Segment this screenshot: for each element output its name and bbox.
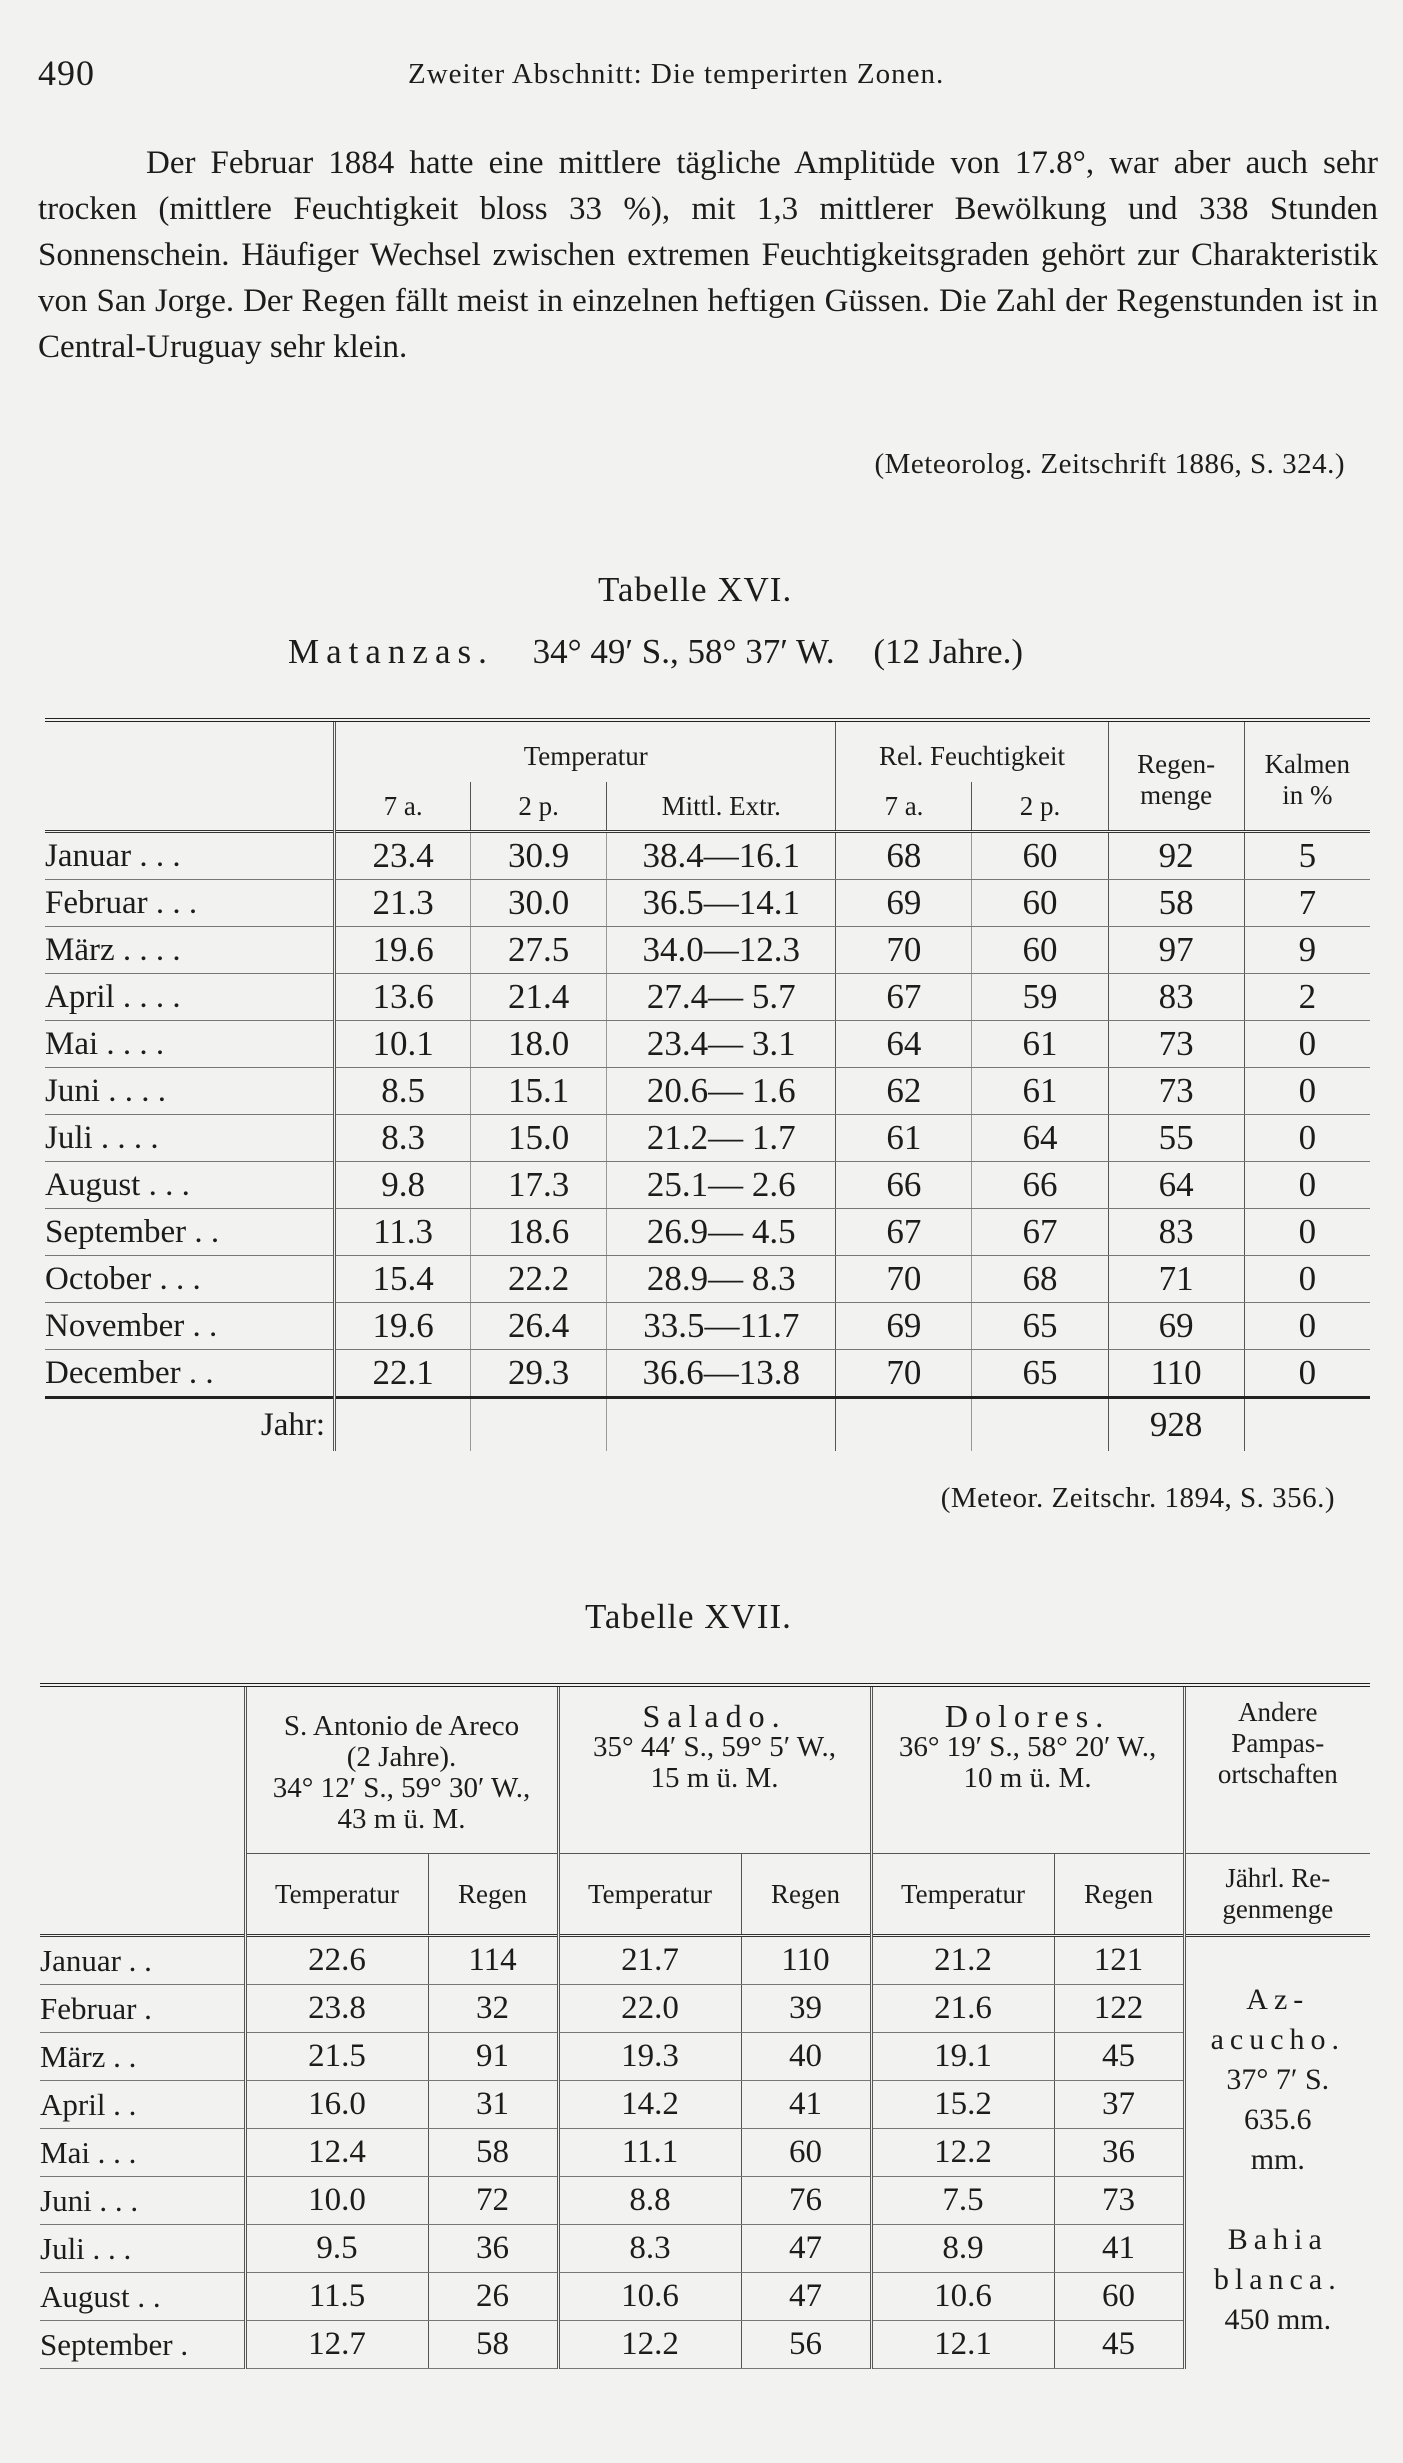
feucht-2p-cell: 60: [972, 880, 1108, 927]
mittl-extr-cell: 33.5—11.7: [607, 1303, 836, 1350]
feucht-7a-cell: 69: [836, 1303, 972, 1350]
areco-regen-cell: 58: [428, 2321, 558, 2369]
kalmen-cell: 0: [1244, 1115, 1370, 1162]
temp-2p-cell: 26.4: [471, 1303, 607, 1350]
temp-7a-cell: 15.4: [335, 1256, 471, 1303]
mittl-extr-cell: 28.9— 8.3: [607, 1256, 836, 1303]
table-row: [45, 1115, 1370, 1162]
feucht-7a-cell: 64: [836, 1021, 972, 1068]
feucht-2p-cell: 66: [972, 1162, 1108, 1209]
table-row: [45, 974, 1370, 1021]
month-label: August . . .: [45, 1162, 335, 1209]
salado-regen-cell: 39: [741, 1985, 871, 2033]
table-17-title: Tabelle XVII.: [585, 1597, 792, 1636]
table-row: [45, 1021, 1370, 1068]
table-row: [40, 2081, 1370, 2129]
table-row: [40, 2225, 1370, 2273]
month-label: November . .: [45, 1303, 335, 1350]
salado-temp-cell: 21.7: [558, 1936, 741, 1985]
month-label: Juli . . .: [40, 2225, 245, 2273]
salado-temp-cell: 22.0: [558, 1985, 741, 2033]
running-head: Zweiter Abschnitt: Die temperirten Zonen.: [408, 58, 945, 90]
kalmen-cell: 0: [1244, 1303, 1370, 1350]
total-label: Jahr:: [260, 1406, 326, 1443]
other-station-unit: mm.: [1250, 2142, 1305, 2176]
mittl-extr-cell: 38.4—16.1: [607, 832, 836, 880]
temp-2p-cell: 30.0: [471, 880, 607, 927]
regenmenge-cell: 97: [1108, 927, 1244, 974]
mittl-extr-cell: 25.1— 2.6: [607, 1162, 836, 1209]
table-row: [40, 1936, 1370, 1985]
table-16-subtitle: [288, 632, 1023, 672]
month-label: Mai . . . .: [45, 1021, 335, 1068]
regenmenge-cell: 110: [1108, 1350, 1244, 1398]
header-regen-2: menge: [1140, 780, 1213, 810]
header-regen: Regen: [1054, 1854, 1184, 1936]
table-row: [45, 1209, 1370, 1256]
other-station-name: blanca.: [1213, 2262, 1342, 2296]
month-label: April . . . .: [45, 974, 335, 1021]
month-label: Januar . . .: [45, 832, 335, 880]
table-header-row: [45, 720, 1370, 782]
month-label: Juni . . .: [40, 2177, 245, 2225]
table-16: [45, 718, 1370, 1451]
temp-7a-cell: 22.1: [335, 1350, 471, 1398]
month-label: September . .: [45, 1209, 335, 1256]
other-stations-cell: [1184, 1936, 1370, 2369]
empty-cell: [607, 1398, 836, 1452]
regenmenge-cell: 83: [1108, 1209, 1244, 1256]
feucht-2p-cell: 60: [972, 927, 1108, 974]
temp-2p-cell: 30.9: [471, 832, 607, 880]
station-detail: 15 m ü. M.: [650, 1762, 779, 1794]
areco-temp-cell: 11.5: [245, 2273, 428, 2321]
feucht-7a-cell: 68: [836, 832, 972, 880]
temp-2p-cell: 22.2: [471, 1256, 607, 1303]
empty-cell: [836, 1398, 972, 1452]
dolores-regen-cell: 37: [1054, 2081, 1184, 2129]
areco-regen-cell: 26: [428, 2273, 558, 2321]
station-detail: 43 m ü. M.: [337, 1803, 466, 1835]
dolores-temp-cell: 10.6: [871, 2273, 1054, 2321]
station-detail: 36° 19′ S., 58° 20′ W.,: [898, 1731, 1157, 1763]
page-header: [38, 52, 1368, 102]
mittl-extr-cell: 27.4— 5.7: [607, 974, 836, 1021]
dolores-temp-cell: 7.5: [871, 2177, 1054, 2225]
table-17: [40, 1683, 1370, 2369]
areco-regen-cell: 91: [428, 2033, 558, 2081]
month-label: Juli . . . .: [45, 1115, 335, 1162]
salado-temp-cell: 12.2: [558, 2321, 741, 2369]
table-row: [40, 2273, 1370, 2321]
areco-temp-cell: 21.5: [245, 2033, 428, 2081]
month-label: März . . . .: [45, 927, 335, 974]
table-17-header-row: [40, 1685, 1370, 1854]
month-label: December . .: [45, 1350, 335, 1398]
kalmen-cell: 0: [1244, 1162, 1370, 1209]
source-citation-2: (Meteor. Zeitschr. 1894, S. 356.): [940, 1482, 1335, 1514]
kalmen-cell: 7: [1244, 880, 1370, 927]
andere-line: Pampas-: [1231, 1728, 1325, 1758]
station-name: Salado.: [642, 1698, 787, 1734]
table-row: [40, 2321, 1370, 2369]
station-header-areco: [245, 1685, 558, 1854]
total-row: [45, 1398, 1370, 1452]
feucht-2p-cell: 67: [972, 1209, 1108, 1256]
feucht-7a-cell: 62: [836, 1068, 972, 1115]
areco-regen-cell: 36: [428, 2225, 558, 2273]
empty-cell: [335, 1398, 471, 1452]
regenmenge-cell: 55: [1108, 1115, 1244, 1162]
feucht-2p-cell: 64: [972, 1115, 1108, 1162]
temp-2p-cell: 17.3: [471, 1162, 607, 1209]
page-number: 490: [38, 53, 95, 93]
dolores-regen-cell: 121: [1054, 1936, 1184, 1985]
temp-7a-cell: 13.6: [335, 974, 471, 1021]
other-station-coord: 37° 7′ S.: [1226, 2062, 1330, 2096]
dolores-temp-cell: 19.1: [871, 2033, 1054, 2081]
dolores-regen-cell: 73: [1054, 2177, 1184, 2225]
header-andere: [1184, 1685, 1370, 1854]
jaehrl-line: genmenge: [1222, 1894, 1334, 1924]
station-header-dolores: [871, 1685, 1184, 1854]
regenmenge-cell: 73: [1108, 1068, 1244, 1115]
dolores-temp-cell: 21.2: [871, 1936, 1054, 1985]
header-regen: Regen: [428, 1854, 558, 1936]
station-detail: (2 Jahre).: [346, 1741, 457, 1773]
feucht-2p-cell: 61: [972, 1021, 1108, 1068]
temp-7a-cell: 8.5: [335, 1068, 471, 1115]
station-detail: 34° 12′ S., 59° 30′ W.,: [272, 1772, 531, 1804]
regenmenge-cell: 58: [1108, 880, 1244, 927]
areco-regen-cell: 114: [428, 1936, 558, 1985]
month-label: April . .: [40, 2081, 245, 2129]
other-station-value: 450 mm.: [1224, 2302, 1332, 2336]
jaehrl-line: Jährl. Re-: [1225, 1863, 1331, 1893]
station-header-salado: [558, 1685, 871, 1854]
temp-7a-cell: 9.8: [335, 1162, 471, 1209]
header-temp: Temperatur: [558, 1854, 741, 1936]
temp-7a-cell: 10.1: [335, 1021, 471, 1068]
header-temperatur: Temperatur: [335, 720, 836, 782]
station-name: Matanzas.: [288, 632, 494, 671]
table-row: [40, 2129, 1370, 2177]
station-coords: 34° 49′ S., 58° 37′ W.: [532, 632, 835, 671]
other-station-value: 635.6: [1244, 2102, 1312, 2136]
kalmen-cell: 5: [1244, 832, 1370, 880]
temp-7a-cell: 11.3: [335, 1209, 471, 1256]
andere-line: ortschaften: [1217, 1759, 1338, 1789]
feucht-7a-cell: 70: [836, 927, 972, 974]
table-row: [45, 880, 1370, 927]
salado-regen-cell: 110: [741, 1936, 871, 1985]
kalmen-cell: 0: [1244, 1021, 1370, 1068]
dolores-regen-cell: 45: [1054, 2033, 1184, 2081]
table-17-body: [40, 1936, 1370, 2369]
month-label: März . .: [40, 2033, 245, 2081]
areco-temp-cell: 22.6: [245, 1936, 428, 1985]
header-mittl-extr: Mittl. Extr.: [607, 782, 836, 832]
dolores-temp-cell: 12.2: [871, 2129, 1054, 2177]
feucht-7a-cell: 67: [836, 1209, 972, 1256]
temp-7a-cell: 19.6: [335, 1303, 471, 1350]
ayacucho-block: [1186, 1980, 1371, 2180]
table-row: [45, 1068, 1370, 1115]
temp-2p-cell: 18.6: [471, 1209, 607, 1256]
paragraph-text: Der Februar 1884 hatte eine mittlere tägliche Amplitüde von 17.8°, war aber auch sehr trocken (mittlere Feuchtigkeit bloss 33 %), mit 1,3 mittlerer Bewölkung und 338 Stunden Sonnenschein. Häufiger Wechsel zwischen extremen Feuchtigkeitsgraden gehört zur Charakteristik von San Jorge. Der Regen fällt meist in einzelnen heftigen Güssen. Die Zahl der Regenstunden ist in Central-Uruguay sehr klein.: [38, 145, 1378, 365]
station-years: (12 Jahre.): [873, 632, 1023, 671]
table-row: [45, 832, 1370, 880]
dolores-regen-cell: 36: [1054, 2129, 1184, 2177]
dolores-regen-cell: 122: [1054, 1985, 1184, 2033]
total-regenmenge: 928: [1108, 1398, 1244, 1452]
station-name: Dolores.: [944, 1698, 1111, 1734]
month-label: Februar .: [40, 1985, 245, 2033]
header-temp: Temperatur: [871, 1854, 1054, 1936]
header-regen: Regen: [741, 1854, 871, 1936]
temp-2p-cell: 15.1: [471, 1068, 607, 1115]
table-row: [45, 1162, 1370, 1209]
areco-regen-cell: 31: [428, 2081, 558, 2129]
salado-regen-cell: 47: [741, 2273, 871, 2321]
areco-temp-cell: 12.4: [245, 2129, 428, 2177]
header-regenmenge: [1108, 720, 1244, 832]
source-citation-1: (Meteorolog. Zeitschrift 1886, S. 324.): [874, 448, 1345, 480]
header-f7a: 7 a.: [836, 782, 972, 832]
temp-2p-cell: 27.5: [471, 927, 607, 974]
other-station-name: acucho.: [1210, 2022, 1346, 2056]
month-label: August . .: [40, 2273, 245, 2321]
salado-regen-cell: 47: [741, 2225, 871, 2273]
kalmen-cell: 9: [1244, 927, 1370, 974]
empty-cell: [471, 1398, 607, 1452]
header-kalmen-1: Kalmen: [1264, 749, 1351, 779]
feucht-2p-cell: 68: [972, 1256, 1108, 1303]
feucht-2p-cell: 65: [972, 1350, 1108, 1398]
salado-regen-cell: 56: [741, 2321, 871, 2369]
salado-regen-cell: 40: [741, 2033, 871, 2081]
empty-cell: [1244, 1398, 1370, 1452]
header-t7a: 7 a.: [335, 782, 471, 832]
areco-temp-cell: 16.0: [245, 2081, 428, 2129]
regenmenge-cell: 64: [1108, 1162, 1244, 1209]
header-jaehrl-regenmenge: [1184, 1854, 1370, 1936]
table-row: [45, 1303, 1370, 1350]
salado-temp-cell: 14.2: [558, 2081, 741, 2129]
table-16-title: Tabelle XVI.: [598, 570, 793, 609]
table-row: [40, 2033, 1370, 2081]
mittl-extr-cell: 20.6— 1.6: [607, 1068, 836, 1115]
other-station-name: Bahia: [1227, 2222, 1328, 2256]
areco-temp-cell: 12.7: [245, 2321, 428, 2369]
station-name: S. Antonio de Areco: [283, 1710, 520, 1742]
header-temp: Temperatur: [245, 1854, 428, 1936]
salado-temp-cell: 11.1: [558, 2129, 741, 2177]
month-label: Januar . .: [40, 1936, 245, 1985]
salado-temp-cell: 8.8: [558, 2177, 741, 2225]
salado-temp-cell: 8.3: [558, 2225, 741, 2273]
mittl-extr-cell: 34.0—12.3: [607, 927, 836, 974]
month-label: Juni . . . .: [45, 1068, 335, 1115]
kalmen-cell: 0: [1244, 1256, 1370, 1303]
temp-7a-cell: 23.4: [335, 832, 471, 880]
dolores-regen-cell: 60: [1054, 2273, 1184, 2321]
mittl-extr-cell: 26.9— 4.5: [607, 1209, 836, 1256]
table-row: [45, 1256, 1370, 1303]
regenmenge-cell: 92: [1108, 832, 1244, 880]
body-paragraph: [38, 140, 1378, 370]
salado-temp-cell: 19.3: [558, 2033, 741, 2081]
areco-temp-cell: 9.5: [245, 2225, 428, 2273]
regenmenge-cell: 83: [1108, 974, 1244, 1021]
temp-7a-cell: 19.6: [335, 927, 471, 974]
feucht-7a-cell: 66: [836, 1162, 972, 1209]
mittl-extr-cell: 36.5—14.1: [607, 880, 836, 927]
bahia-blanca-block: [1186, 2220, 1371, 2340]
regenmenge-cell: 71: [1108, 1256, 1244, 1303]
salado-temp-cell: 10.6: [558, 2273, 741, 2321]
feucht-2p-cell: 65: [972, 1303, 1108, 1350]
salado-regen-cell: 60: [741, 2129, 871, 2177]
station-detail: 10 m ü. M.: [963, 1762, 1092, 1794]
temp-2p-cell: 15.0: [471, 1115, 607, 1162]
kalmen-cell: 0: [1244, 1350, 1370, 1398]
feucht-2p-cell: 61: [972, 1068, 1108, 1115]
feucht-7a-cell: 70: [836, 1256, 972, 1303]
dolores-temp-cell: 8.9: [871, 2225, 1054, 2273]
feucht-7a-cell: 61: [836, 1115, 972, 1162]
salado-regen-cell: 41: [741, 2081, 871, 2129]
header-f2p: 2 p.: [972, 782, 1108, 832]
kalmen-cell: 2: [1244, 974, 1370, 1021]
month-label: September .: [40, 2321, 245, 2369]
header-rel-feuchtigkeit: Rel. Feuchtigkeit: [836, 720, 1108, 782]
feucht-2p-cell: 60: [972, 832, 1108, 880]
temp-7a-cell: 21.3: [335, 880, 471, 927]
mittl-extr-cell: 21.2— 1.7: [607, 1115, 836, 1162]
temp-2p-cell: 29.3: [471, 1350, 607, 1398]
kalmen-cell: 0: [1244, 1209, 1370, 1256]
dolores-temp-cell: 21.6: [871, 1985, 1054, 2033]
temp-2p-cell: 18.0: [471, 1021, 607, 1068]
temp-2p-cell: 21.4: [471, 974, 607, 1021]
header-kalmen-2: in %: [1282, 780, 1333, 810]
feucht-7a-cell: 70: [836, 1350, 972, 1398]
empty-cell: [972, 1398, 1108, 1452]
header-t2p: 2 p.: [471, 782, 607, 832]
month-label: Mai . . .: [40, 2129, 245, 2177]
other-station-name: Az-: [1246, 1982, 1310, 2016]
month-label: October . . .: [45, 1256, 335, 1303]
regenmenge-cell: 73: [1108, 1021, 1244, 1068]
dolores-temp-cell: 12.1: [871, 2321, 1054, 2369]
table-row: [40, 2177, 1370, 2225]
feucht-7a-cell: 69: [836, 880, 972, 927]
areco-temp-cell: 23.8: [245, 1985, 428, 2033]
table-row: [45, 1350, 1370, 1398]
station-detail: 35° 44′ S., 59° 5′ W.,: [593, 1731, 836, 1763]
areco-regen-cell: 58: [428, 2129, 558, 2177]
dolores-temp-cell: 15.2: [871, 2081, 1054, 2129]
mittl-extr-cell: 23.4— 3.1: [607, 1021, 836, 1068]
areco-temp-cell: 10.0: [245, 2177, 428, 2225]
andere-line: Andere: [1238, 1697, 1318, 1727]
month-header: [45, 720, 335, 832]
feucht-2p-cell: 59: [972, 974, 1108, 1021]
areco-regen-cell: 32: [428, 1985, 558, 2033]
month-label: Februar . . .: [45, 880, 335, 927]
areco-regen-cell: 72: [428, 2177, 558, 2225]
header-kalmen: [1244, 720, 1370, 832]
month-header: [40, 1685, 245, 1936]
table-16-body: [45, 832, 1370, 1452]
dolores-regen-cell: 41: [1054, 2225, 1184, 2273]
salado-regen-cell: 76: [741, 2177, 871, 2225]
table-row: [40, 1985, 1370, 2033]
regenmenge-cell: 69: [1108, 1303, 1244, 1350]
dolores-regen-cell: 45: [1054, 2321, 1184, 2369]
feucht-7a-cell: 67: [836, 974, 972, 1021]
mittl-extr-cell: 36.6—13.8: [607, 1350, 836, 1398]
kalmen-cell: 0: [1244, 1068, 1370, 1115]
table-row: [45, 927, 1370, 974]
temp-7a-cell: 8.3: [335, 1115, 471, 1162]
header-regen-1: Regen-: [1137, 749, 1216, 779]
